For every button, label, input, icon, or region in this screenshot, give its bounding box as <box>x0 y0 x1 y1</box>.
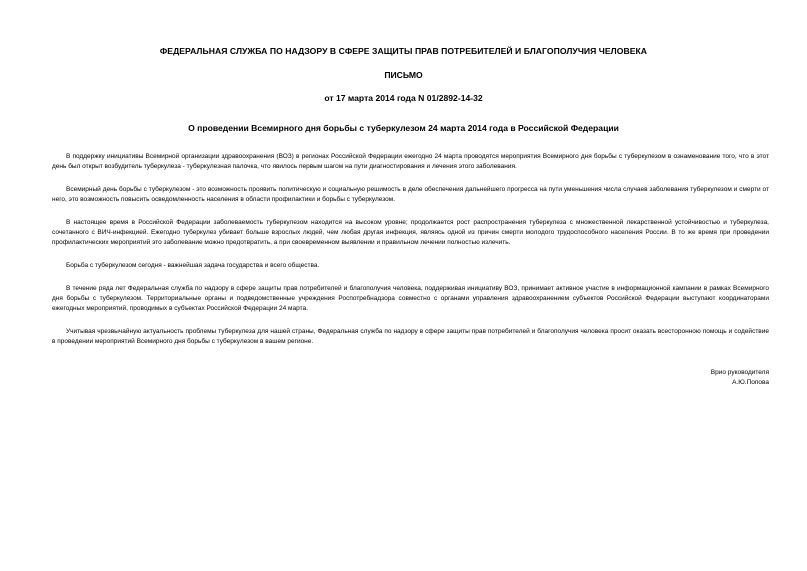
paragraph: Борьба с туберкулезом сегодня - важнейшая задача государства и всего общества. <box>66 262 320 269</box>
signature-block <box>711 368 769 388</box>
document-type: ПИСЬМО <box>384 70 423 80</box>
paragraph: В поддержку инициативы Всемирной организации здравоохранения (ВОЗ) в регионах Российской Федерации ежегодно 24 марта проводятся мероприятия Всемирного дня борьбы с туберкулезом в ознаменование того, что в этот день был открыт возбудитель туберкулеза - туберкулезная палочка, что явилось первым шагом на пути диагностирования и лечения этого заболевания. <box>52 153 769 170</box>
document-subject: О проведении Всемирного дня борьбы с туберкулезом 24 марта 2014 года в Российской Федерации <box>188 123 619 133</box>
agency-heading: ФЕДЕРАЛЬНАЯ СЛУЖБА ПО НАДЗОРУ В СФЕРЕ ЗАЩИТЫ ПРАВ ПОТРЕБИТЕЛЕЙ И БЛАГОПОЛУЧИЯ ЧЕЛОВЕКА <box>159 46 648 56</box>
paragraph: Учитывая чрезвычайную актуальность проблемы туберкулеза для нашей страны, Федеральная служба по надзору в сфере защиты прав потребителей и благополучия человека просит оказать всесторонною помощь и содействие в проведении мероприятий Всемирного дня борьбы с туберкулезом в вашем регионе. <box>52 328 769 345</box>
paragraph: В течение ряда лет Федеральная служба по надзору в сфере защиты прав потребителей и благополучия человека, поддерживая инициативу ВОЗ, принимает активное участие в информационной кампании в рамках Всемирного дня борьбы с туберкулезом. Территориальные органы и подведомственные учреждения Роспотребнадзора совместно с органами управления здравоохранением субъектов Российской Федерации выступают координаторами ежегодных мероприятий, проводимых в субъектах Российской Федерации 24 марта. <box>52 285 769 312</box>
document-body <box>52 152 769 360</box>
paragraph: Всемирный день борьбы с туберкулезом - это возможность проявить политическую и социальную решимость в деле обеспечения дальнейшего прогресса на пути уменьшения числа случаев заболевания туберкулезом и смерти от него, это возможность повысить осведомленность населения в области профилактики и борьбы с туберкулезом. <box>52 186 769 203</box>
signature-name: А.Ю.Попова <box>732 379 769 386</box>
paragraph: В настоящее время в Российской Федерации заболеваемость туберкулезом находится на высоком уровне; продолжается рост распространения туберкулеза с множественной лекарственной устойчивостью и туберкулеза, сочетанного с ВИЧ-инфекцией. Ежегодно туберкулез убивает больше взрослых людей, чем любая другая инфекция, являясь одной из причин смерти молодого трудоспособного населения России. В то же время при проведении профилактических мероприятий это заболевание можно предотвратить, а при своевременном выявлении и правильном лечении полностью излечить. <box>52 219 769 246</box>
signature-title: Врио руководителя <box>710 369 769 376</box>
document-date-number: от 17 марта 2014 года N 01/2892-14-32 <box>324 93 483 103</box>
